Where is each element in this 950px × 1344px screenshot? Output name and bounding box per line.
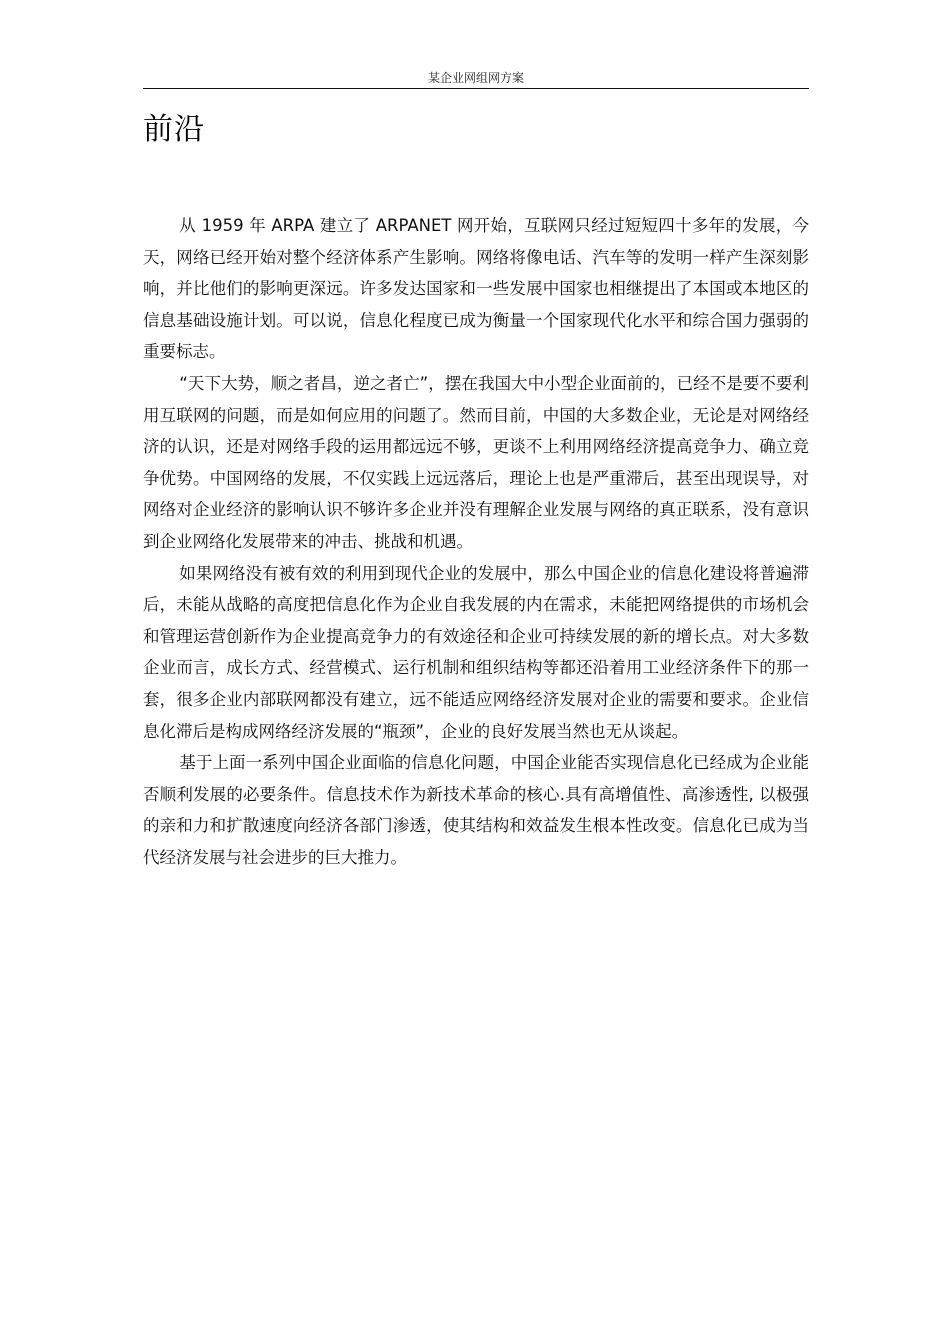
- page-title: 前沿: [143, 112, 205, 147]
- paragraph-1: 从 1959 年 ARPA 建立了 ARPANET 网开始，互联网只经过短短四十多年的发展，今天，网络已经开始对整个经济体系产生影响。网络将像电话、汽车等的发明一样产生深刻影响，并比他们的影响更深远。许多发达国家和一些发展中国家也相继提出了本国或本地区的信息基础设施计划。可以说，信息化程度已成为衡量一个国家现代化水平和综合国力强弱的重要标志。: [143, 216, 809, 362]
- paragraph-2: “天下大势，顺之者昌，逆之者亡”，摆在我国大中小型企业面前的，已经不是要不要利用互联网的问题，而是如何应用的问题了。然而目前，中国的大多数企业，无论是对网络经济的认识，还是对网络手段的运用都远远不够，更谈不上利用网络经济提高竞争力、确立竞争优势。中国网络的发展，不仅实践上远远落后，理论上也是严重滞后，甚至出现误导，对网络对企业经济的影响认识不够许多企业并没有理解企业发展与网络的真正联系，没有意识到企业网络化发展带来的冲击、挑战和机遇。: [143, 373, 809, 551]
- document-body: [143, 210, 809, 873]
- header-divider: [143, 88, 809, 89]
- running-header: 某企业网组网方案: [427, 71, 524, 85]
- paragraph-3: 如果网络没有被有效的利用到现代企业的发展中，那么中国企业的信息化建设将普遍滞后，未能从战略的高度把信息化作为企业自我发展的内在需求，未能把网络提供的市场机会和管理运营创新作为企业提高竞争力的有效途径和企业可持续发展的新的增长点。对大多数企业而言，成长方式、经营模式、运行机制和组织结构等都还沿着用工业经济条件下的那一套，很多企业内部联网都没有建立，远不能适应网络经济发展对企业的需要和要求。企业信息化滞后是构成网络经济发展的“瓶颈”，企业的良好发展当然也无从谈起。: [143, 563, 809, 741]
- paragraph-4: 基于上面一系列中国企业面临的信息化问题，中国企业能否实现信息化已经成为企业能否顺利发展的必要条件。信息技术作为新技术革命的核心.具有高增值性、高渗透性, 以极强的亲和力和扩散速度向经济各部门渗透，使其结构和效益发生根本性改变。信息化已成为当代经济发展与社会进步的巨大推力。: [143, 753, 809, 867]
